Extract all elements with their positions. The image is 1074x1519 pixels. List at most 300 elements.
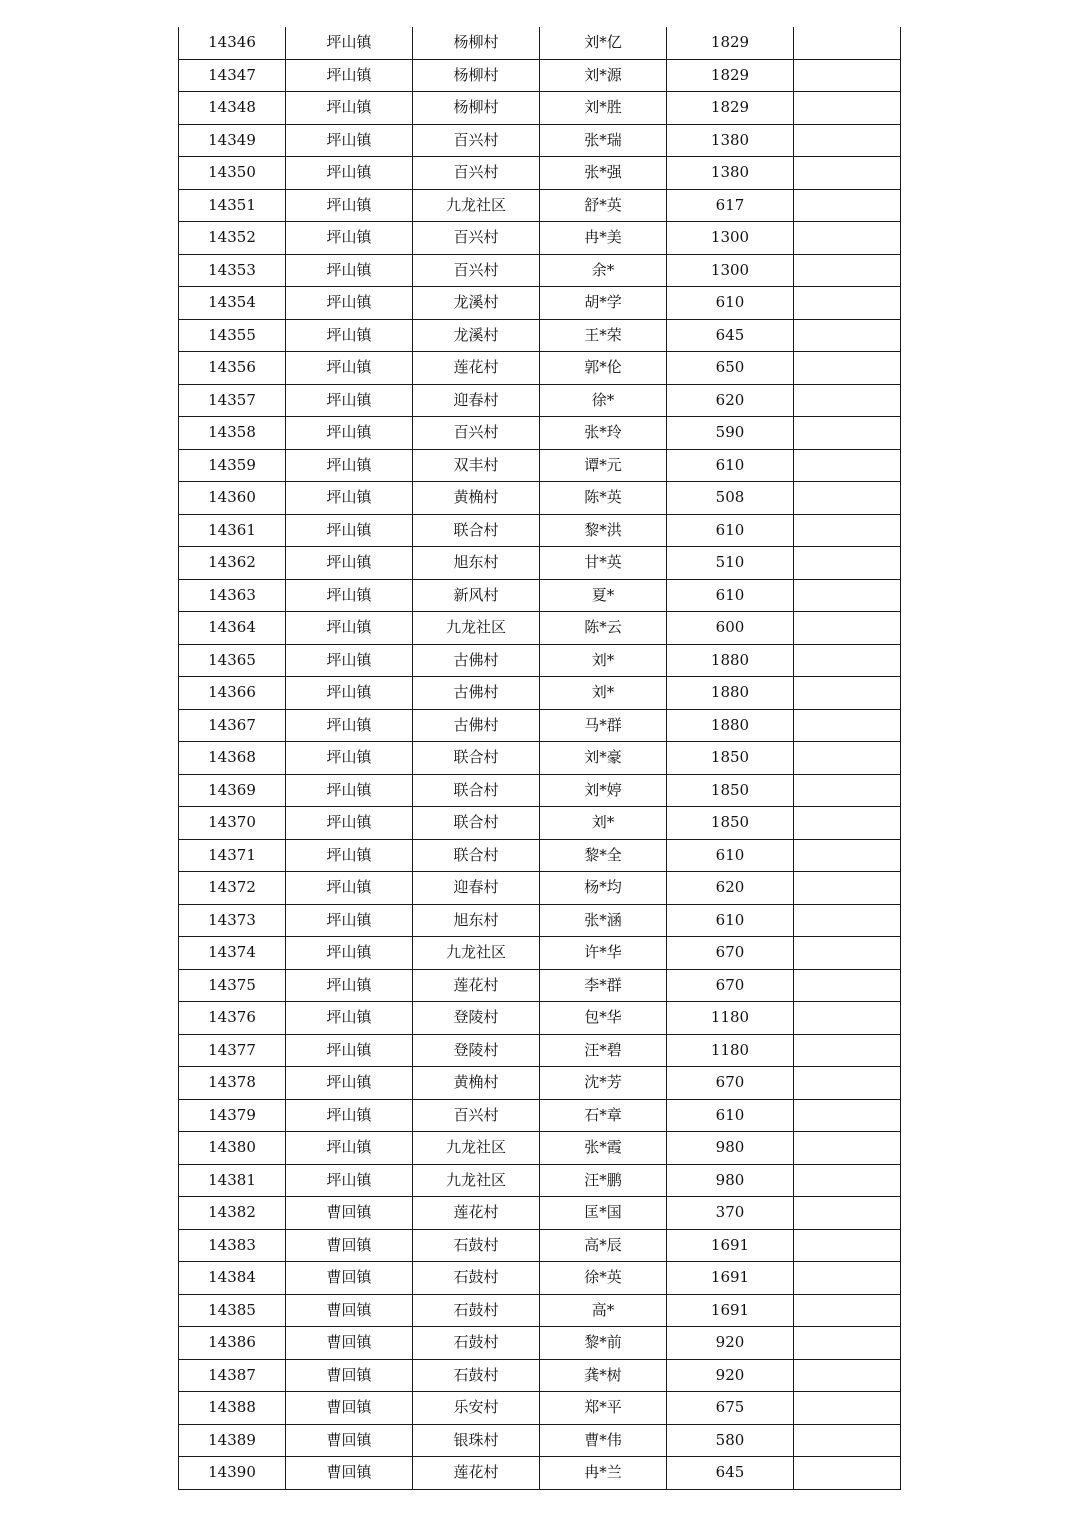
cell-village: 莲花村 [413,969,540,1002]
cell-village: 九龙社区 [413,937,540,970]
cell-amount: 980 [667,1132,794,1165]
cell-village: 联合村 [413,742,540,775]
cell-note [794,482,901,515]
cell-amount: 610 [667,287,794,320]
cell-note [794,1359,901,1392]
table-row [179,937,901,970]
table-row [179,1262,901,1295]
cell-town: 坪山镇 [286,482,413,515]
cell-note [794,222,901,255]
cell-amount: 1691 [667,1262,794,1295]
cell-town: 坪山镇 [286,872,413,905]
cell-serial-number: 14362 [179,547,286,580]
cell-serial-number: 14358 [179,417,286,450]
cell-village: 联合村 [413,774,540,807]
cell-serial-number: 14368 [179,742,286,775]
cell-amount: 610 [667,904,794,937]
cell-town: 坪山镇 [286,742,413,775]
cell-village: 乐安村 [413,1392,540,1425]
table-row [179,1294,901,1327]
table-row [179,1067,901,1100]
cell-name: 刘* [540,644,667,677]
cell-amount: 675 [667,1392,794,1425]
cell-town: 坪山镇 [286,189,413,222]
cell-serial-number: 14379 [179,1099,286,1132]
cell-name: 冉*兰 [540,1457,667,1490]
cell-serial-number: 14354 [179,287,286,320]
cell-amount: 610 [667,514,794,547]
cell-note [794,1099,901,1132]
cell-name: 汪*鹏 [540,1164,667,1197]
cell-town: 曹回镇 [286,1294,413,1327]
cell-village: 联合村 [413,514,540,547]
cell-amount: 620 [667,384,794,417]
cell-name: 刘* [540,807,667,840]
cell-note [794,774,901,807]
cell-amount: 617 [667,189,794,222]
cell-name: 包*华 [540,1002,667,1035]
cell-note [794,287,901,320]
cell-town: 坪山镇 [286,1099,413,1132]
cell-name: 张*瑞 [540,124,667,157]
cell-serial-number: 14385 [179,1294,286,1327]
cell-note [794,1262,901,1295]
table-row [179,1034,901,1067]
cell-village: 九龙社区 [413,1132,540,1165]
cell-town: 坪山镇 [286,157,413,190]
cell-note [794,1067,901,1100]
cell-village: 黄桷村 [413,1067,540,1100]
cell-serial-number: 14360 [179,482,286,515]
cell-village: 莲花村 [413,1457,540,1490]
cell-note [794,189,901,222]
cell-note [794,872,901,905]
table-row [179,1132,901,1165]
table-row [179,1164,901,1197]
cell-town: 坪山镇 [286,417,413,450]
cell-town: 坪山镇 [286,59,413,92]
table-row [179,807,901,840]
cell-town: 坪山镇 [286,839,413,872]
cell-serial-number: 14390 [179,1457,286,1490]
cell-town: 坪山镇 [286,254,413,287]
table-row [179,677,901,710]
cell-note [794,352,901,385]
table-row [179,644,901,677]
cell-amount: 610 [667,449,794,482]
cell-name: 刘*胜 [540,92,667,125]
cell-name: 张*霞 [540,1132,667,1165]
cell-village: 旭东村 [413,904,540,937]
cell-village: 杨柳村 [413,92,540,125]
table-row [179,612,901,645]
data-table [178,27,901,1490]
cell-name: 陈*英 [540,482,667,515]
cell-amount: 980 [667,1164,794,1197]
cell-town: 坪山镇 [286,774,413,807]
cell-amount: 1829 [667,27,794,59]
cell-village: 联合村 [413,807,540,840]
cell-town: 坪山镇 [286,1132,413,1165]
table-row [179,189,901,222]
cell-serial-number: 14378 [179,1067,286,1100]
cell-amount: 1380 [667,157,794,190]
cell-amount: 590 [667,417,794,450]
cell-amount: 370 [667,1197,794,1230]
cell-village: 古佛村 [413,709,540,742]
cell-name: 黎*前 [540,1327,667,1360]
cell-note [794,644,901,677]
cell-town: 坪山镇 [286,319,413,352]
cell-note [794,969,901,1002]
cell-name: 张*玲 [540,417,667,450]
cell-name: 张*强 [540,157,667,190]
cell-town: 坪山镇 [286,709,413,742]
table-row [179,482,901,515]
cell-name: 胡*学 [540,287,667,320]
cell-serial-number: 14349 [179,124,286,157]
cell-name: 张*涵 [540,904,667,937]
cell-village: 古佛村 [413,644,540,677]
table-row [179,417,901,450]
cell-note [794,547,901,580]
cell-town: 坪山镇 [286,1002,413,1035]
cell-town: 坪山镇 [286,287,413,320]
cell-note [794,709,901,742]
cell-name: 刘*源 [540,59,667,92]
cell-note [794,1392,901,1425]
cell-name: 冉*美 [540,222,667,255]
cell-serial-number: 14353 [179,254,286,287]
cell-serial-number: 14376 [179,1002,286,1035]
cell-note [794,1197,901,1230]
cell-name: 刘* [540,677,667,710]
cell-serial-number: 14363 [179,579,286,612]
table-row [179,319,901,352]
table-row [179,157,901,190]
cell-town: 坪山镇 [286,514,413,547]
cell-amount: 1691 [667,1294,794,1327]
table-row [179,384,901,417]
cell-amount: 1829 [667,92,794,125]
cell-name: 刘*豪 [540,742,667,775]
cell-serial-number: 14387 [179,1359,286,1392]
cell-amount: 1180 [667,1002,794,1035]
cell-serial-number: 14381 [179,1164,286,1197]
cell-amount: 1880 [667,644,794,677]
cell-town: 坪山镇 [286,27,413,59]
cell-name: 石*章 [540,1099,667,1132]
cell-town: 坪山镇 [286,937,413,970]
cell-name: 杨*均 [540,872,667,905]
cell-town: 坪山镇 [286,1164,413,1197]
cell-name: 徐*英 [540,1262,667,1295]
cell-serial-number: 14348 [179,92,286,125]
cell-village: 百兴村 [413,1099,540,1132]
cell-village: 古佛村 [413,677,540,710]
cell-serial-number: 14351 [179,189,286,222]
cell-amount: 1880 [667,709,794,742]
cell-town: 坪山镇 [286,644,413,677]
cell-note [794,1002,901,1035]
cell-serial-number: 14361 [179,514,286,547]
cell-serial-number: 14372 [179,872,286,905]
cell-village: 百兴村 [413,157,540,190]
table-row [179,709,901,742]
cell-village: 龙溪村 [413,319,540,352]
table-row [179,449,901,482]
cell-amount: 1300 [667,254,794,287]
cell-note [794,742,901,775]
cell-name: 陈*云 [540,612,667,645]
cell-name: 刘*婷 [540,774,667,807]
table-row [179,1424,901,1457]
cell-note [794,514,901,547]
cell-amount: 580 [667,1424,794,1457]
cell-serial-number: 14355 [179,319,286,352]
table-body [179,27,901,1489]
cell-note [794,1457,901,1490]
cell-village: 石鼓村 [413,1294,540,1327]
cell-note [794,807,901,840]
cell-note [794,1229,901,1262]
cell-name: 夏* [540,579,667,612]
table-row [179,839,901,872]
cell-town: 坪山镇 [286,677,413,710]
cell-serial-number: 14356 [179,352,286,385]
cell-serial-number: 14365 [179,644,286,677]
cell-name: 曹*伟 [540,1424,667,1457]
cell-village: 旭东村 [413,547,540,580]
cell-village: 迎春村 [413,872,540,905]
cell-name: 郭*伦 [540,352,667,385]
cell-serial-number: 14373 [179,904,286,937]
table-row [179,742,901,775]
cell-note [794,1164,901,1197]
cell-village: 九龙社区 [413,189,540,222]
cell-note [794,1034,901,1067]
table-row [179,222,901,255]
cell-note [794,319,901,352]
table-row [179,1327,901,1360]
cell-note [794,579,901,612]
cell-amount: 508 [667,482,794,515]
cell-amount: 645 [667,319,794,352]
table-row [179,287,901,320]
cell-village: 百兴村 [413,417,540,450]
cell-village: 黄桷村 [413,482,540,515]
cell-amount: 510 [667,547,794,580]
cell-name: 马*群 [540,709,667,742]
table-row [179,59,901,92]
cell-amount: 610 [667,1099,794,1132]
cell-note [794,1132,901,1165]
cell-serial-number: 14367 [179,709,286,742]
cell-amount: 1380 [667,124,794,157]
cell-name: 郑*平 [540,1392,667,1425]
cell-serial-number: 14383 [179,1229,286,1262]
table-row [179,904,901,937]
table-row [179,1002,901,1035]
cell-amount: 650 [667,352,794,385]
cell-village: 石鼓村 [413,1327,540,1360]
cell-name: 徐* [540,384,667,417]
cell-town: 坪山镇 [286,449,413,482]
cell-name: 匡*国 [540,1197,667,1230]
cell-village: 杨柳村 [413,59,540,92]
cell-village: 新风村 [413,579,540,612]
cell-note [794,254,901,287]
cell-village: 杨柳村 [413,27,540,59]
cell-name: 龚*树 [540,1359,667,1392]
cell-amount: 670 [667,937,794,970]
cell-village: 石鼓村 [413,1229,540,1262]
table-row [179,1197,901,1230]
cell-serial-number: 14364 [179,612,286,645]
cell-name: 刘*亿 [540,27,667,59]
table-row [179,1099,901,1132]
cell-serial-number: 14352 [179,222,286,255]
cell-serial-number: 14359 [179,449,286,482]
table-row [179,969,901,1002]
cell-serial-number: 14357 [179,384,286,417]
cell-town: 坪山镇 [286,1034,413,1067]
cell-note [794,449,901,482]
cell-amount: 920 [667,1359,794,1392]
cell-amount: 920 [667,1327,794,1360]
cell-serial-number: 14384 [179,1262,286,1295]
cell-village: 莲花村 [413,352,540,385]
cell-note [794,937,901,970]
cell-village: 迎春村 [413,384,540,417]
cell-name: 王*荣 [540,319,667,352]
cell-serial-number: 14388 [179,1392,286,1425]
cell-serial-number: 14386 [179,1327,286,1360]
table-row [179,124,901,157]
cell-village: 石鼓村 [413,1359,540,1392]
cell-town: 坪山镇 [286,1067,413,1100]
cell-village: 银珠村 [413,1424,540,1457]
cell-name: 高* [540,1294,667,1327]
table-row [179,27,901,59]
table-row [179,1359,901,1392]
table-row [179,514,901,547]
cell-note [794,1327,901,1360]
cell-town: 坪山镇 [286,352,413,385]
cell-town: 坪山镇 [286,807,413,840]
cell-amount: 1300 [667,222,794,255]
cell-name: 甘*英 [540,547,667,580]
cell-serial-number: 14369 [179,774,286,807]
cell-village: 莲花村 [413,1197,540,1230]
cell-town: 曹回镇 [286,1392,413,1425]
cell-note [794,92,901,125]
cell-village: 龙溪村 [413,287,540,320]
cell-village: 百兴村 [413,124,540,157]
table-row [179,92,901,125]
cell-town: 曹回镇 [286,1262,413,1295]
table-row [179,547,901,580]
cell-amount: 620 [667,872,794,905]
cell-town: 曹回镇 [286,1197,413,1230]
cell-village: 百兴村 [413,254,540,287]
document-page [178,27,894,1490]
cell-village: 登陵村 [413,1034,540,1067]
cell-note [794,839,901,872]
cell-village: 九龙社区 [413,1164,540,1197]
cell-amount: 600 [667,612,794,645]
cell-town: 坪山镇 [286,124,413,157]
cell-town: 曹回镇 [286,1229,413,1262]
table-row [179,579,901,612]
cell-note [794,417,901,450]
cell-name: 谭*元 [540,449,667,482]
table-row [179,1457,901,1490]
cell-amount: 1880 [667,677,794,710]
cell-serial-number: 14370 [179,807,286,840]
cell-town: 坪山镇 [286,579,413,612]
cell-amount: 1850 [667,742,794,775]
cell-name: 汪*碧 [540,1034,667,1067]
cell-note [794,124,901,157]
cell-note [794,384,901,417]
cell-town: 坪山镇 [286,904,413,937]
cell-amount: 1180 [667,1034,794,1067]
cell-town: 曹回镇 [286,1327,413,1360]
cell-amount: 1850 [667,807,794,840]
cell-village: 登陵村 [413,1002,540,1035]
cell-note [794,1424,901,1457]
table-row [179,1229,901,1262]
cell-serial-number: 14347 [179,59,286,92]
cell-note [794,904,901,937]
cell-town: 坪山镇 [286,222,413,255]
cell-name: 沈*芳 [540,1067,667,1100]
table-row [179,774,901,807]
cell-name: 李*群 [540,969,667,1002]
cell-village: 双丰村 [413,449,540,482]
cell-amount: 610 [667,839,794,872]
cell-village: 九龙社区 [413,612,540,645]
cell-serial-number: 14377 [179,1034,286,1067]
cell-serial-number: 14346 [179,27,286,59]
cell-note [794,157,901,190]
cell-town: 坪山镇 [286,612,413,645]
cell-town: 坪山镇 [286,384,413,417]
cell-amount: 1691 [667,1229,794,1262]
cell-serial-number: 14382 [179,1197,286,1230]
cell-town: 曹回镇 [286,1424,413,1457]
cell-amount: 1850 [667,774,794,807]
cell-amount: 645 [667,1457,794,1490]
cell-amount: 610 [667,579,794,612]
cell-serial-number: 14366 [179,677,286,710]
cell-note [794,1294,901,1327]
cell-name: 黎*全 [540,839,667,872]
cell-village: 联合村 [413,839,540,872]
cell-note [794,677,901,710]
cell-note [794,612,901,645]
cell-note [794,27,901,59]
table-row [179,872,901,905]
table-row [179,352,901,385]
cell-note [794,59,901,92]
cell-serial-number: 14380 [179,1132,286,1165]
cell-name: 舒*英 [540,189,667,222]
cell-town: 坪山镇 [286,92,413,125]
cell-amount: 670 [667,969,794,1002]
cell-amount: 670 [667,1067,794,1100]
